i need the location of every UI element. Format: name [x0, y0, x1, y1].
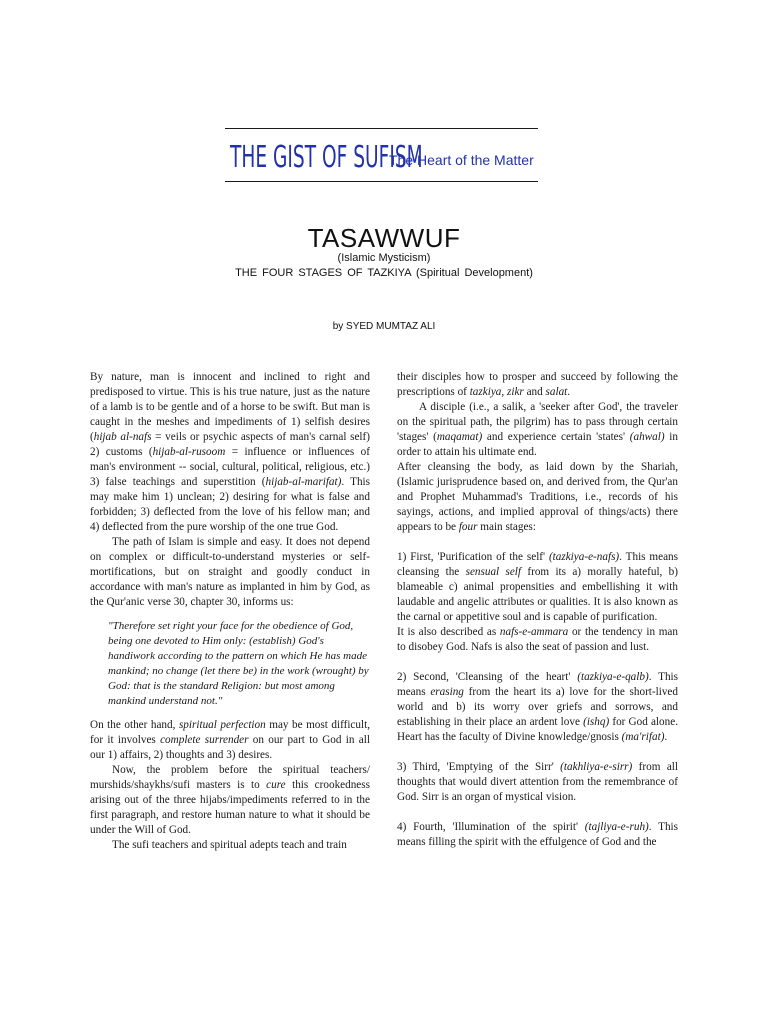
paragraph-path: The path of Islam is simple and easy. It does not depend on complex or difficult-to-understand mysteries or self-mortifications, but on straight and goodly conduct in accordance with man's nature as implanted in him by God, as the Qur'anic verse 30, chapter 30, informs us: [90, 536, 370, 608]
header-rule-bottom [225, 181, 538, 182]
spacer [397, 805, 678, 820]
stage-second: 2) Second, 'Cleansing of the heart' (tazkiya-e-qalb). This means erasing from the heart its a) love for the short-lived world and b) its worry over griefs and sorrows, and establishing in their place an ardent love (ishq) for God alone. Heart has the faculty of Divine knowledge/gnosis (ma'rifat). [397, 671, 679, 743]
paragraph-nature: By nature, man is innocent and inclined to right and predisposed to virtue. This is his true nature, just as the nature of a lamb is to be gentle and of a horse to be swift. But man is caught in the meshes and impediments of 1) selfish desires (hijab al-nafs = veils or psychic aspects of man's carnal self) 2) customs (hijab-al-rusoom = influence or influences of man's environment -- social, cultural, political, religious, etc.) 3) false teachings and superstition (hijab-al-marifat). This may make him 1) unclean; 2) desiring for what is false and forbidden; 3) deflected from the love of his fellow man; and 4) deflected from the pure worship of the one true God. [90, 371, 370, 533]
page-title: TASAWWUF [307, 223, 461, 253]
tagline: The Heart of the Matter [389, 152, 534, 168]
stage-fourth: 4) Fourth, 'Illumination of the spirit' (tajliya-e-ruh). This means filling the spirit with the effulgence of God and the [397, 821, 678, 848]
right-column [397, 370, 678, 850]
paragraph-problem: Now, the problem before the spiritual teachers/ murshids/shaykhs/sufi masters is to cure this crookedness arising out of the three hijabs/impediments referred to in the first paragraph, and restore human nature to what it should be under the Will of God. [90, 764, 370, 836]
spacer [397, 745, 678, 760]
subtitle: (Islamic Mysticism) [337, 252, 431, 264]
byline: by SYED MUMTAZ ALI [332, 321, 436, 332]
stage-first: 1) First, 'Purification of the self' (tazkiya-e-nafs). This means cleansing the sensual self from its a) morally hateful, b) blameable c) animal propensities and embellishing it with laudable and angelic attributes or qualities. It is also known as the carnal or appetitive soul and is capable of purification. [397, 551, 679, 623]
paragraph-prescriptions: their disciples how to prosper and succeed by following the prescriptions of tazkiya, zikr and salat. [397, 371, 678, 398]
paragraph-teachers: The sufi teachers and spiritual adepts teach and train [112, 839, 347, 851]
paragraph-disciple: A disciple (i.e., a salik, a 'seeker after God', the traveler on the spiritual path, the pilgrim) has to pass through certain 'stages' (maqamat) and experience certain 'states' (ahwal) in order to attain his ultimate end. [397, 401, 678, 458]
logo-text: THE GIST OF SUFISM [230, 140, 423, 175]
paragraph-cleansing: After cleansing the body, as laid down by the Shariah, (Islamic jurisprudence based on, and derived from, the Qur'an and Prophet Muhammad's Traditions, i.e., records of his sayings, actions, and implied approval of things/acts) there appears to be four main stages: [397, 461, 678, 533]
subtitle-stages: THE FOUR STAGES OF TAZKIYA (Spiritual Development) [235, 267, 533, 279]
spacer [397, 535, 678, 550]
stage-third: 3) Third, 'Emptying of the Sirr' (takhliya-e-sirr) from all thoughts that would divert attention from the remembrance of God. Sirr is an organ of mystical vision. [397, 761, 678, 803]
quran-quote: "Therefore set right your face for the obedience of God, being one devoted to Him only: (establish) God's handiwork according to the pattern on which He has made mankind; no change (let there be) in the work (wrought) by God: that is the standard Religion: but most among mankind understand not." [108, 620, 369, 707]
paragraph-perfection: On the other hand, spiritual perfection may be most difficult, for it involves complete surrender on our part to God in all our 1) affairs, 2) thoughts and 3) desires. [90, 719, 370, 761]
spacer [397, 655, 678, 670]
stage-first-continued: It is also described as nafs-e-ammara or the tendency in man to disobey God. Nafs is also the seat of passion and lust. [397, 626, 678, 653]
header-rule-top [225, 128, 538, 129]
left-column [90, 370, 370, 853]
